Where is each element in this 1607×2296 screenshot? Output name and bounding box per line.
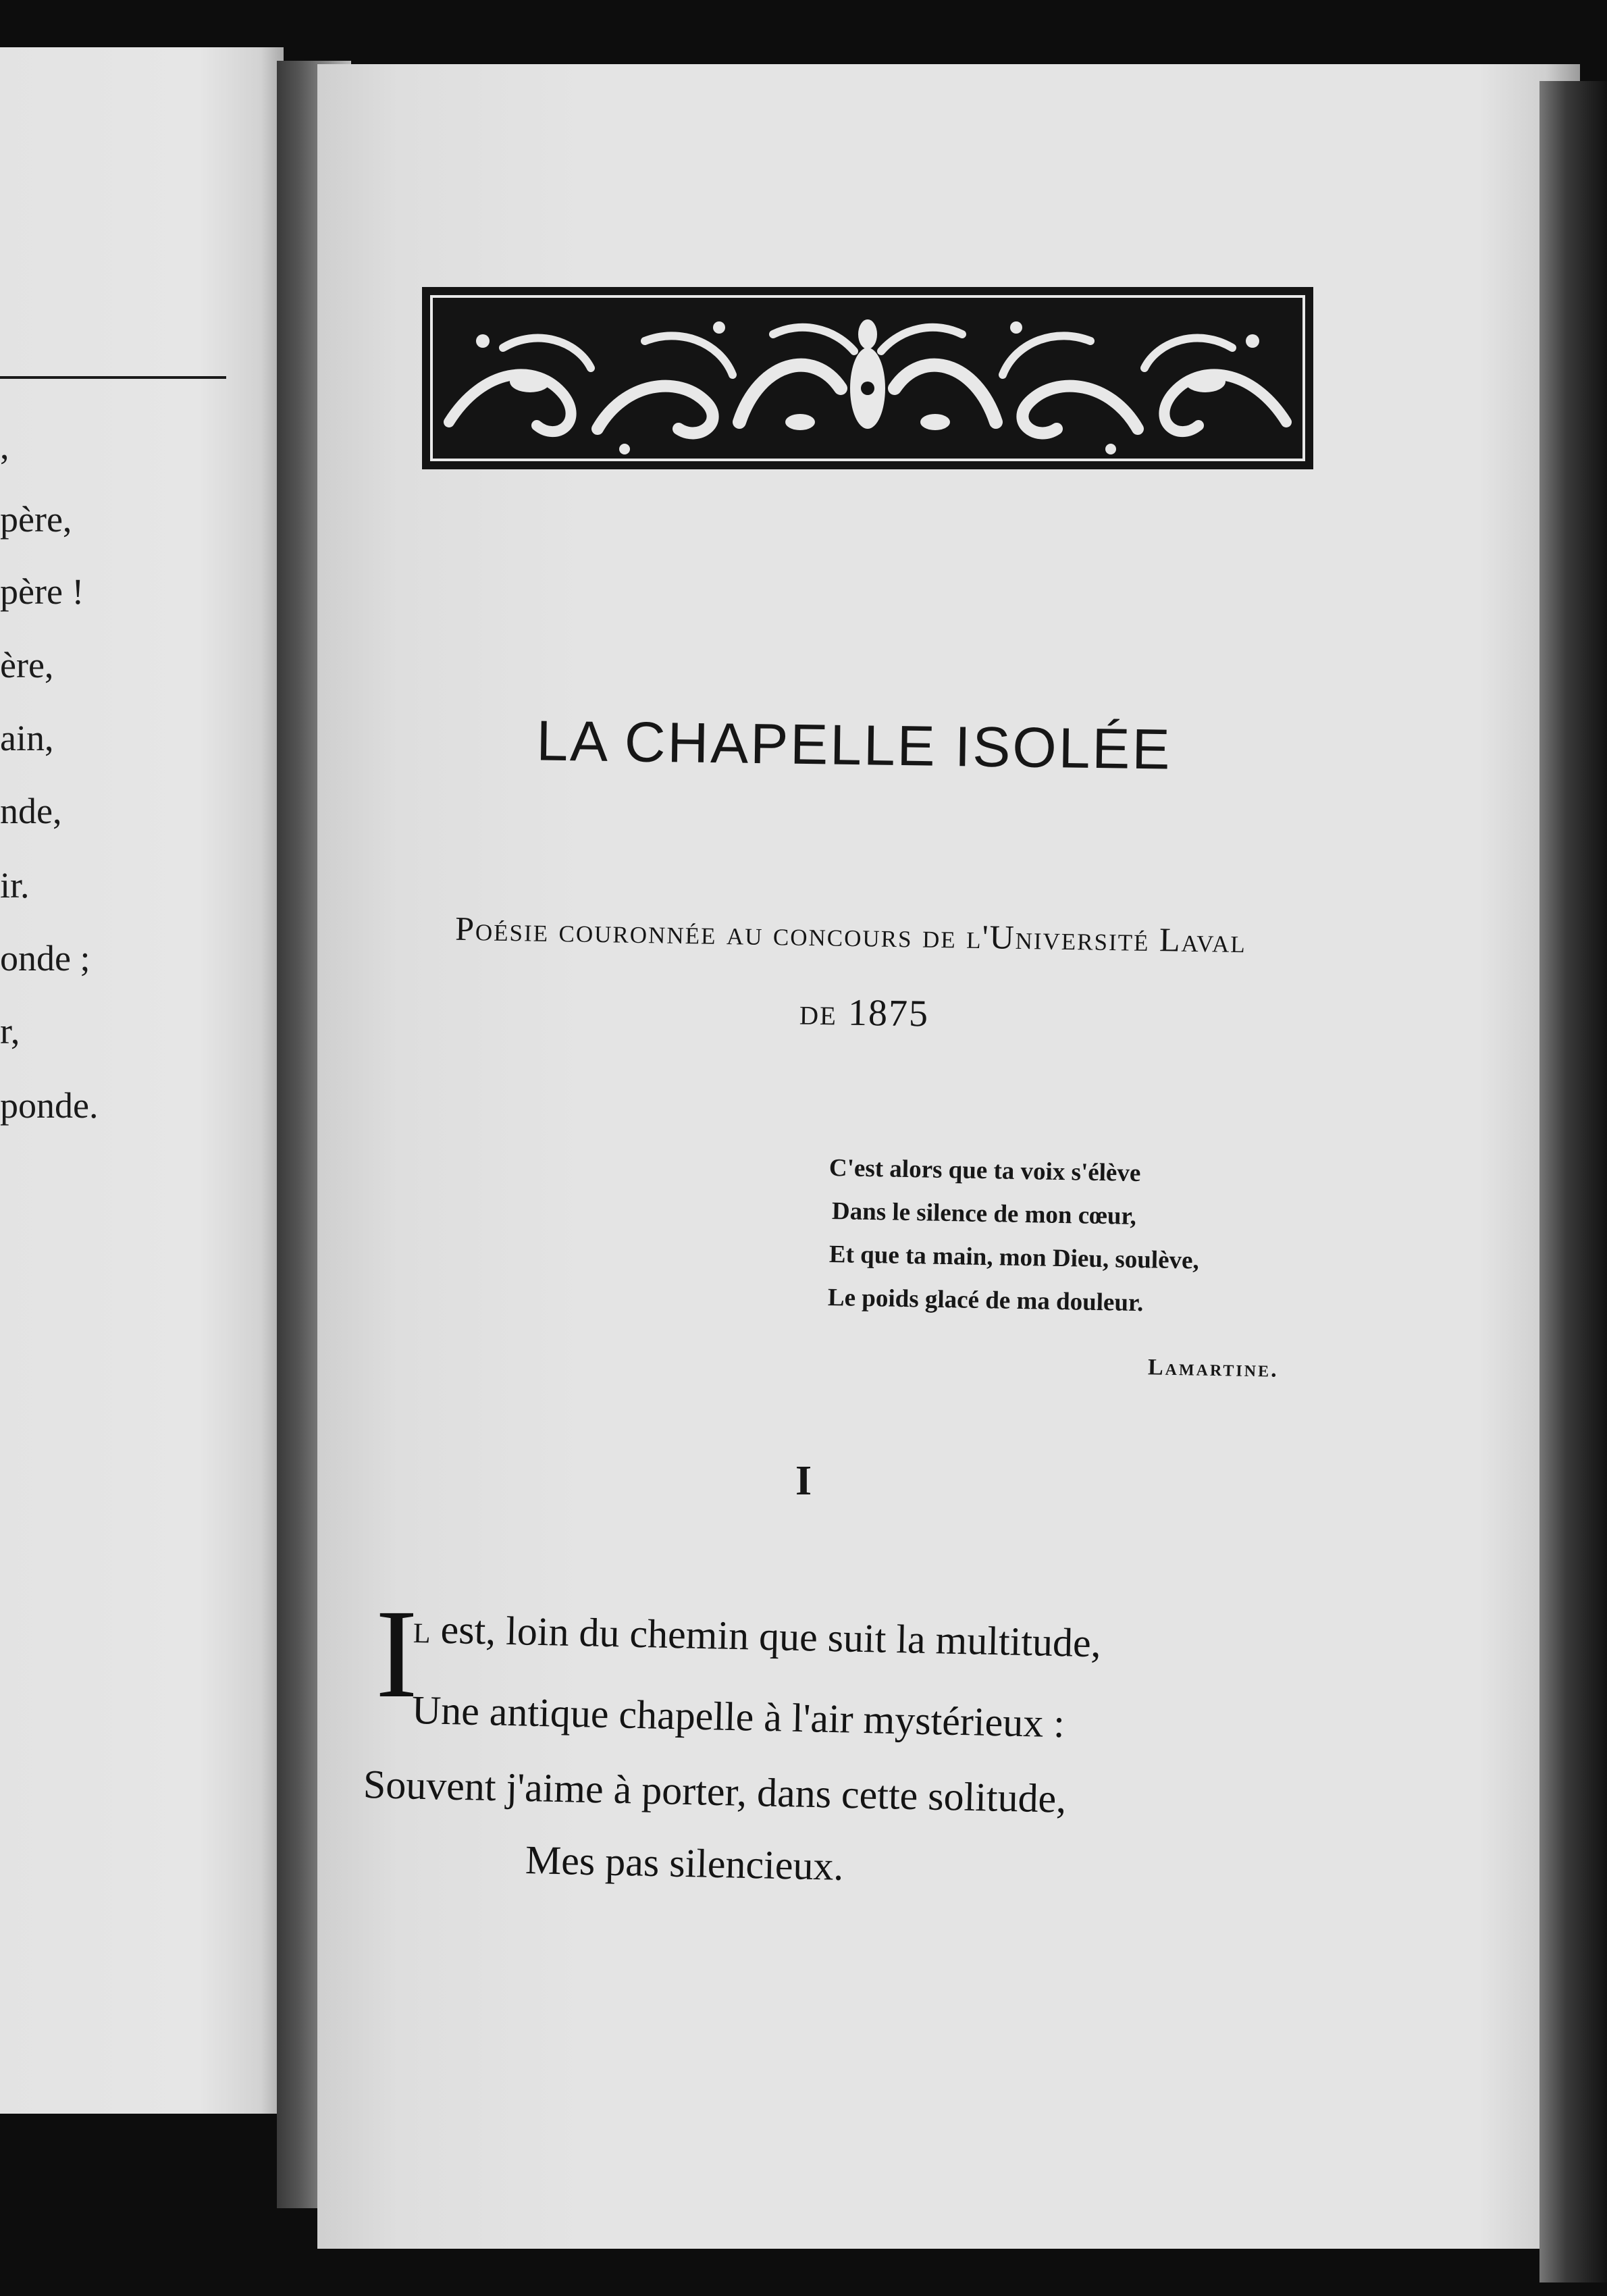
left-line-ending: r, bbox=[0, 1011, 20, 1051]
verse-line-3: Souvent j'aime à porter, dans cette solitude, bbox=[363, 1762, 1067, 1821]
left-line-ending: onde ; bbox=[0, 938, 90, 979]
verse-line-1-initial-rest: l bbox=[413, 1607, 431, 1652]
page-edge-shadow bbox=[1539, 81, 1607, 2282]
left-line-ending: ir. bbox=[0, 865, 30, 906]
poem-subtitle-line-1: Poésie couronnée au concours de l'Université Laval bbox=[454, 909, 1247, 960]
epigraph-line: Et que ta main, mon Dieu, soulève, bbox=[828, 1241, 1200, 1275]
poem-title: LA CHAPELLE ISOLÉE bbox=[535, 708, 1173, 781]
epigraph-author: Lamartine. bbox=[1147, 1355, 1279, 1382]
left-line-ending: père ! bbox=[0, 571, 84, 612]
floral-scroll-ornament-icon bbox=[422, 287, 1313, 479]
drop-cap: I bbox=[375, 1583, 418, 1724]
left-page-fragment bbox=[0, 47, 284, 2114]
left-line-ending: père, bbox=[0, 499, 72, 540]
left-page-rule bbox=[0, 376, 226, 379]
poem-subtitle-line-2: de 1875 bbox=[799, 991, 930, 1035]
verse-line-2: Une antique chapelle à l'air mystérieux : bbox=[411, 1688, 1065, 1746]
verse-line-1-text: est, loin du chemin que suit la multitude, bbox=[429, 1607, 1102, 1666]
left-line-ending: ère, bbox=[0, 645, 54, 685]
left-line-ending: , bbox=[0, 426, 9, 467]
epigraph-line: Dans le silence de mon cœur, bbox=[831, 1197, 1137, 1230]
left-line-ending: ain, bbox=[0, 718, 54, 758]
epigraph-line: Le poids glacé de ma douleur. bbox=[827, 1284, 1144, 1317]
section-numeral: I bbox=[795, 1458, 812, 1504]
left-line-ending: ponde. bbox=[0, 1085, 99, 1126]
epigraph-line: C'est alors que ta voix s'élève bbox=[828, 1154, 1141, 1188]
verse-line-4: Mes pas silencieux. bbox=[525, 1837, 845, 1889]
left-line-ending: nde, bbox=[0, 791, 62, 831]
